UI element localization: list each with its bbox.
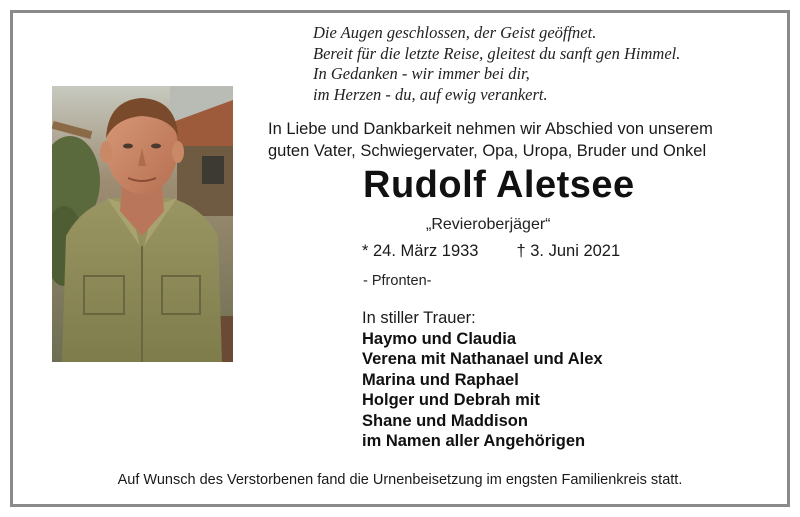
birth-date: * 24. März 1933 — [362, 242, 479, 260]
deceased-name: Rudolf Aletsee — [363, 164, 635, 206]
footer-note: Auf Wunsch des Verstorbenen fand die Urnenbeisetzung im engsten Familienkreis statt. — [117, 472, 683, 488]
intro-line-1: In Liebe und Dankbarkeit nehmen wir Abschied von unserem — [268, 120, 713, 138]
mourner-line: Shane und Maddison — [362, 411, 528, 430]
mourner-line: Haymo und Claudia — [362, 329, 517, 348]
poem-line: In Gedanken - wir immer bei dir, — [313, 64, 530, 83]
intro-line-2: guten Vater, Schwiegervater, Opa, Uropa, Bruder und Onkel — [268, 142, 707, 160]
mourner-line: Holger und Debrah mit — [362, 391, 540, 409]
mourner-line: im Namen aller Angehörigen — [362, 432, 586, 450]
mourners-lead: In stiller Trauer: — [362, 309, 476, 327]
poem-line: im Herzen - du, auf ewig verankert. — [313, 84, 548, 104]
deceased-title: „Revieroberjäger“ — [426, 216, 551, 233]
poem — [313, 23, 680, 105]
poem-line: Bereit für die letzte Reise, gleitest du sanft gen Himmel. — [313, 43, 681, 63]
hometown: - Pfronten- — [363, 273, 432, 289]
portrait-photo — [52, 86, 233, 362]
mourner-line: Marina und Raphael — [362, 370, 519, 389]
mourner-line: Verena mit Nathanael und Alex — [362, 350, 603, 368]
life-dates — [362, 242, 620, 261]
mourners-list — [362, 308, 603, 452]
poem-line: Die Augen geschlossen, der Geist geöffnet. — [313, 23, 597, 42]
death-date: † 3. Juni 2021 — [516, 242, 621, 260]
intro-text — [268, 118, 713, 162]
